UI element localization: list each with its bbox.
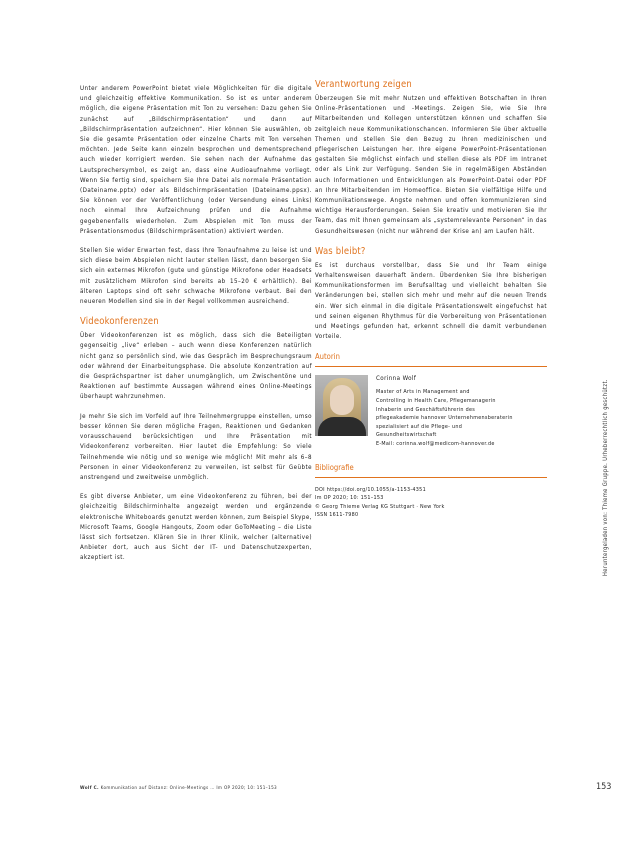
paragraph: Stellen Sie wider Erwarten fest, dass Ihre Tonaufnahme zu leise ist und sich diese beim Abspielen nicht lauter stellen lässt, dann besorgen Sie sich ein externes Mikrofon (gute und günstige Mikrofone oder Headsets mit zusätzlichem Mikrofon sind bereits ab 15–20 € erhältlich). Bei älteren Laptops sind oft sehr schwache Mikrofone verbaut. Bei den neueren Modellen sind sie in der Regel vollkommen ausreichend. (80, 247, 312, 306)
author-line: Inhaberin und Geschäftsführerin des (376, 406, 476, 413)
page-footer (80, 786, 277, 791)
paragraph: Überzeugen Sie mit mehr Nutzen und effektiven Botschaften in Ihren Online-Präsentationen und -Meetings. Zeigen Sie, wie Sie Ihre Mitarbeitenden und Kollegen unterstützen können und schaffen Sie zeitgleich neue Kommunikationschancen. Informieren Sie über aktuelle Themen und stellen Sie den Bezug zu Ihren medizinischen und pflegerischen Leistungen her. Ihre eigene PowerPoint-Präsentationen gestalten Sie möglichst einfach und stellen diese als PDF im Intranet oder als Link zur Verfügung. Senden Sie in regelmäßigen Abständen auch Informationen und Entwicklungen als PowerPoint-Datei oder PDF an Ihre Mitarbeitenden im Homeoffice. Bieten Sie vielfältige Hilfe und Kommunikationswege. Angste nehmen und offen kommunizieren sind wichtige Herausforderungen. Seien Sie kreativ und motivieren Sie Ihr Team, das mit Ihnen gemeinsam als „systemrelevante Personen“ in das Gesundheitswesen (nicht nur während der Krise an) am Laufen hält. (315, 95, 547, 235)
paragraph: Unter anderem PowerPoint bietet viele Möglichkeiten für die digitale und gleichzeitig effektive Kommunikation. So ist es unter anderem möglich, die eigene Präsentation mit Ton zu versehen: Dazu gehen Sie zunächst auf „Bildschirmpräsentation“ und dann auf „Bildschirmpräsentation aufzeichnen“. Hier können Sie auswählen, ob Sie die gesamte Präsentation oder einzelne Charts mit Ton versehen möchten. Jede Seite kann einzeln besprochen und dementsprechend auch wieder korrigiert werden. Sie sehen nach der Aufnahme das Lautsprechersymbol, es zeigt an, dass eine Audioaufnahme vorliegt. Wenn Sie fertig sind, speichern Sie Ihre Datei als normale Präsentation (Dateiname.pptx) oder als Bildschirmpräsentation (Dateiname.ppsx). Sie können vor der Veröffentlichung (oder Versendung eines Links) noch einmal Ihre Aufzeichnung prüfen und die Aufnahme gegebenenfalls wiederholen. Zum Abspielen mit Ton muss der Präsentationsmodus (Bildschirmpräsentation) aktiviert werden. (80, 85, 312, 235)
right-column (315, 79, 547, 520)
publisher-line: © Georg Thieme Verlag KG Stuttgart · New York (315, 503, 445, 510)
author-box (315, 375, 547, 448)
footer-citation: Kommunikation auf Distanz: Online-Meetings … Im OP 2020; 10: 151–153 (98, 786, 278, 791)
author-line: Controlling in Health Care, Pflegemanagerin (376, 398, 496, 405)
section-title-was-bleibt: Was bleibt? (315, 245, 366, 257)
bibliography (315, 486, 547, 520)
author-email: E-Mail: corinna.wolf@medicom-hannover.de (376, 441, 495, 448)
paragraph: Über Videokonferenzen ist es möglich, dass sich die Beteiligten gegenseitig „live“ erleben – auch wenn diese Konferenzen natürlich nicht ganz so persönlich sind, wie das Gespräch im Besprechungsraum oder während der Einarbeitungsphase. Die absolute Konzentration auf die Gesprächspartner ist daher unumgänglich, um Zwischentöne und Reaktionen auf bestimmte Aussagen während eines Online-Meetings überhaupt wahrzunehmen. (80, 332, 312, 401)
author-line: Master of Arts in Management and (376, 389, 470, 396)
left-column (80, 84, 312, 573)
paragraph: Es gibt diverse Anbieter, um eine Videokonferenz zu führen, bei der gleichzeitig Bildschirminhalte angezeigt werden und ergänzende elektronische Whiteboards genutzt werden können, zum Beispiel Skype, Microsoft Teams, Google Hangouts, Zoom oder GoToMeeting – die Liste lässt sich fortsetzen. Klären Sie in Ihrer Klinik, welcher (alternative) Anbieter dort, auch aus Sicht der IT- und Datenschutzexperten, akzeptiert ist. (80, 493, 312, 562)
side-copyright-note: Heruntergeladen von: Thieme Gruppe. Urheberrechtlich geschützt. (603, 379, 609, 576)
section-title-verantwortung: Verantwortung zeigen (315, 79, 412, 90)
author-name: Corinna Wolf (376, 375, 417, 383)
footer-author: Wolf C. (80, 786, 99, 791)
doi-line: DOI https://doi.org/10.1055/a-1153-4351 (315, 486, 426, 493)
author-info (376, 375, 547, 448)
divider (315, 366, 547, 367)
bibliografie-heading: Bibliografie (315, 462, 354, 472)
paragraph: Je mehr Sie sich im Vorfeld auf Ihre Teilnehmergruppe einstellen, umso besser können Sie deren mögliche Fragen, Reaktionen und Gedanken vorausschauend berücksichtigen und Ihre Präsentation mit Videokonferenz vorbereiten. Hier lautet die Empfehlung: So viele Teilnehmende wie nötig und so wenige wie möglich! Mit mehr als 6–8 Personen in einer Videokonferenz zu verweilen, ist selbst für Geübte anstrengend und zweitweise unmöglich. (80, 412, 312, 481)
paragraph: Es ist durchaus vorstellbar, dass Sie und Ihr Team einige Verhaltensweisen dauerhaft ändern. Überdenken Sie Ihre bisherigen Kommunikationsformen im Berufsalltag und vielleicht behalten Sie Veränderungen bei, stellen sich mehr und mehr auf die neuen Trends ein. Wer sich einmal in die digitale Präsentationswelt eingefuchst hat und seinen eigenen Rhythmus für die Vorbereitung von Präsentationen und Meetings gefunden hat, erkennt schnell die damit verbundenen Vorteile. (315, 261, 547, 341)
section-title-videokonferenzen: Videokonferenzen (80, 316, 159, 328)
author-photo (315, 375, 368, 436)
author-line: pflegeakademie hannover Unternehmensberaterin spezialisiert auf die Pflege- und (376, 415, 513, 430)
issn-line: ISSN 1611-7980 (315, 512, 359, 519)
divider (315, 477, 547, 478)
page-number: 153 (596, 782, 612, 792)
author-line: Gesundheitswirtschaft (376, 432, 437, 439)
autorin-heading: Autorin (315, 352, 340, 362)
journal-line: Im OP 2020; 10: 151–153 (315, 495, 384, 502)
